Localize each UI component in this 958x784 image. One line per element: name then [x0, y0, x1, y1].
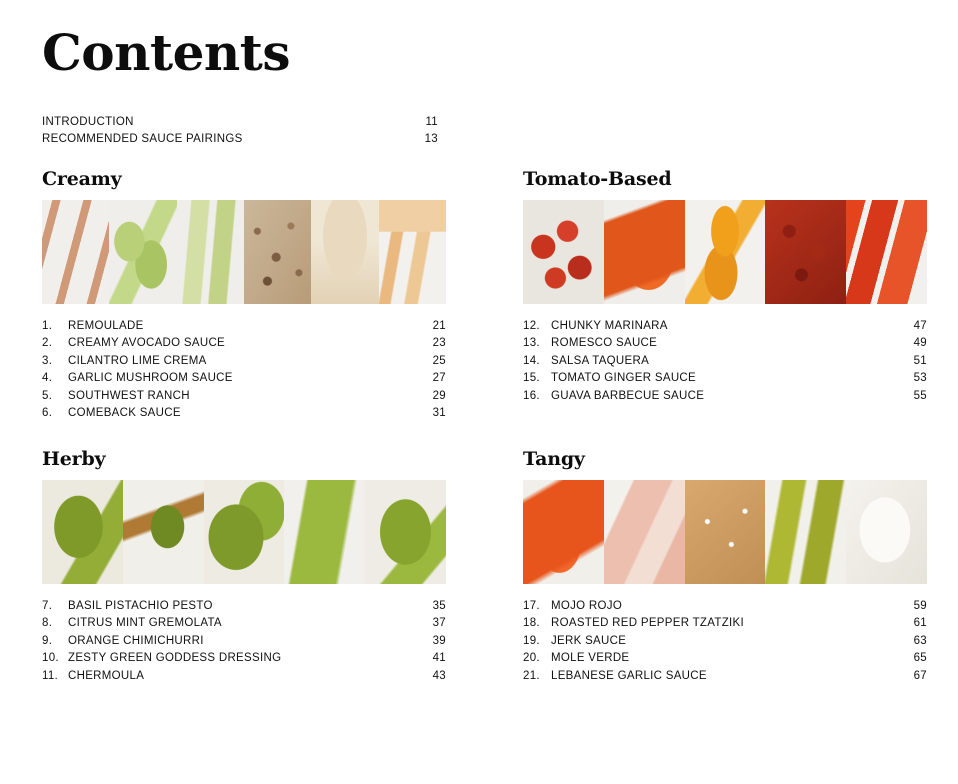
entry-name: JERK SAUCE — [551, 634, 627, 647]
entry-page: 23 — [432, 337, 446, 350]
tomato-ginger-swatch — [765, 200, 846, 304]
entry-page: 21 — [432, 320, 446, 332]
list-item[interactable] — [42, 370, 446, 387]
section-entry-list — [42, 318, 446, 422]
section-tomato-based — [523, 168, 927, 405]
entry-number: 6. — [42, 407, 53, 420]
entry-name: CITRUS MINT GREMOLATA — [68, 617, 222, 630]
section-title: Tangy — [523, 448, 585, 470]
entry-name: CHERMOULA — [68, 669, 145, 682]
entry-number: 11. — [42, 669, 59, 682]
entry-name: LEBANESE GARLIC SAUCE — [551, 669, 707, 682]
section-creamy — [42, 168, 446, 422]
entry-name: TOMATO GINGER SAUCE — [551, 372, 696, 385]
list-item[interactable] — [42, 335, 446, 352]
creamy-avocado-swatch — [109, 200, 176, 304]
entry-page: 27 — [432, 372, 446, 385]
entry-number: 2. — [42, 337, 53, 350]
section-herby — [42, 448, 446, 685]
entry-number: 16. — [523, 389, 540, 402]
basil-pistachio-pesto-swatch — [42, 480, 123, 584]
entry-page: 31 — [432, 407, 446, 420]
front-matter-page: 13 — [424, 133, 438, 145]
list-item[interactable] — [523, 335, 927, 352]
entry-page: 53 — [913, 372, 927, 385]
comeback-sauce-swatch — [379, 200, 446, 304]
citrus-mint-gremolata-swatch — [123, 480, 204, 584]
list-item[interactable] — [42, 615, 446, 632]
entry-number: 3. — [42, 354, 53, 367]
list-item[interactable] — [523, 353, 927, 370]
romesco-swatch — [604, 200, 685, 304]
entry-page: 59 — [913, 600, 927, 612]
entry-name: GARLIC MUSHROOM SAUCE — [68, 372, 233, 385]
orange-chimichurri-swatch — [204, 480, 285, 584]
page-title: Contents — [42, 23, 291, 82]
entry-number: 5. — [42, 389, 53, 402]
list-item[interactable] — [523, 388, 927, 405]
red-pepper-tzatziki-swatch — [604, 480, 685, 584]
entry-number: 18. — [523, 617, 540, 630]
entry-page: 43 — [432, 669, 446, 682]
entry-name: SALSA TAQUERA — [551, 354, 650, 367]
entry-page: 49 — [913, 337, 927, 350]
entry-name: ZESTY GREEN GODDESS DRESSING — [68, 652, 282, 665]
entry-name: CHUNKY MARINARA — [551, 320, 668, 332]
entry-page: 29 — [432, 389, 446, 402]
entry-number: 7. — [42, 600, 53, 612]
section-title: Herby — [42, 448, 106, 470]
chunky-marinara-swatch — [523, 200, 604, 304]
list-item[interactable] — [42, 668, 446, 685]
list-item[interactable] — [42, 353, 446, 370]
entry-name: ROMESCO SAUCE — [551, 337, 658, 350]
entry-name: MOLE VERDE — [551, 652, 630, 665]
section-entry-list — [523, 318, 927, 405]
list-item[interactable] — [523, 370, 927, 387]
list-item[interactable] — [523, 668, 927, 685]
entry-page: 39 — [432, 634, 446, 647]
entry-number: 10. — [42, 652, 59, 665]
entry-page: 41 — [432, 652, 446, 665]
entry-number: 17. — [523, 600, 540, 612]
entry-number: 21. — [523, 669, 540, 682]
section-image-strip — [523, 480, 927, 584]
entry-number: 13. — [523, 337, 540, 350]
entry-page: 35 — [432, 600, 446, 612]
section-image-strip — [42, 480, 446, 584]
salsa-taquera-swatch — [685, 200, 766, 304]
entry-number: 8. — [42, 617, 53, 630]
creamy-remoulade-swatch — [42, 200, 109, 304]
entry-number: 14. — [523, 354, 540, 367]
entry-number: 12. — [523, 320, 540, 332]
front-matter-list — [42, 114, 438, 148]
list-item[interactable] — [523, 650, 927, 667]
front-matter-row[interactable] — [42, 114, 438, 131]
section-tangy — [523, 448, 927, 685]
section-image-strip — [42, 200, 446, 304]
list-item[interactable] — [42, 598, 446, 615]
section-title: Tomato-Based — [523, 168, 672, 190]
garlic-mushroom-swatch — [244, 200, 311, 304]
list-item[interactable] — [42, 650, 446, 667]
green-goddess-swatch — [284, 480, 365, 584]
front-matter-page: 11 — [425, 116, 438, 128]
entry-number: 20. — [523, 652, 540, 665]
entry-page: 63 — [913, 634, 927, 647]
list-item[interactable] — [523, 598, 927, 615]
list-item[interactable] — [523, 318, 927, 335]
list-item[interactable] — [42, 318, 446, 335]
cilantro-lime-swatch — [177, 200, 244, 304]
entry-page: 37 — [432, 617, 446, 630]
entry-name: COMEBACK SAUCE — [68, 407, 181, 420]
front-matter-label: INTRODUCTION — [42, 116, 134, 128]
mojo-rojo-swatch — [523, 480, 604, 584]
entry-number: 4. — [42, 372, 53, 385]
southwest-ranch-swatch — [311, 200, 378, 304]
front-matter-row[interactable] — [42, 131, 438, 148]
entry-name: CILANTRO LIME CREMA — [68, 354, 207, 367]
entry-name: ORANGE CHIMICHURRI — [68, 634, 204, 647]
entry-page: 25 — [432, 354, 446, 367]
entry-page: 51 — [913, 354, 927, 367]
list-item[interactable] — [42, 388, 446, 405]
entry-page: 55 — [913, 389, 927, 402]
entry-name: ROASTED RED PEPPER TZATZIKI — [551, 617, 744, 630]
lebanese-garlic-swatch — [846, 480, 927, 584]
guava-barbecue-swatch — [846, 200, 927, 304]
entry-page: 67 — [913, 669, 927, 682]
list-item[interactable] — [42, 633, 446, 650]
entry-page: 65 — [913, 652, 927, 665]
entry-number: 15. — [523, 372, 540, 385]
entry-name: GUAVA BARBECUE SAUCE — [551, 389, 705, 402]
entry-number: 9. — [42, 634, 53, 647]
entry-name: MOJO ROJO — [551, 600, 623, 612]
front-matter-label: RECOMMENDED SAUCE PAIRINGS — [42, 133, 243, 145]
chermoula-swatch — [365, 480, 446, 584]
entry-page: 61 — [913, 617, 927, 630]
section-entry-list — [523, 598, 927, 685]
entry-page: 47 — [913, 320, 927, 332]
entry-name: CREAMY AVOCADO SAUCE — [68, 337, 226, 350]
section-image-strip — [523, 200, 927, 304]
section-entry-list — [42, 598, 446, 685]
jerk-sauce-swatch — [685, 480, 766, 584]
mole-verde-swatch — [765, 480, 846, 584]
entry-number: 19. — [523, 634, 540, 647]
list-item[interactable] — [523, 615, 927, 632]
list-item[interactable] — [42, 405, 446, 422]
entry-name: BASIL PISTACHIO PESTO — [68, 600, 213, 612]
section-title: Creamy — [42, 168, 122, 190]
entry-number: 1. — [42, 320, 53, 332]
entry-name: SOUTHWEST RANCH — [68, 389, 190, 402]
entry-name: REMOULADE — [68, 320, 144, 332]
list-item[interactable] — [523, 633, 927, 650]
